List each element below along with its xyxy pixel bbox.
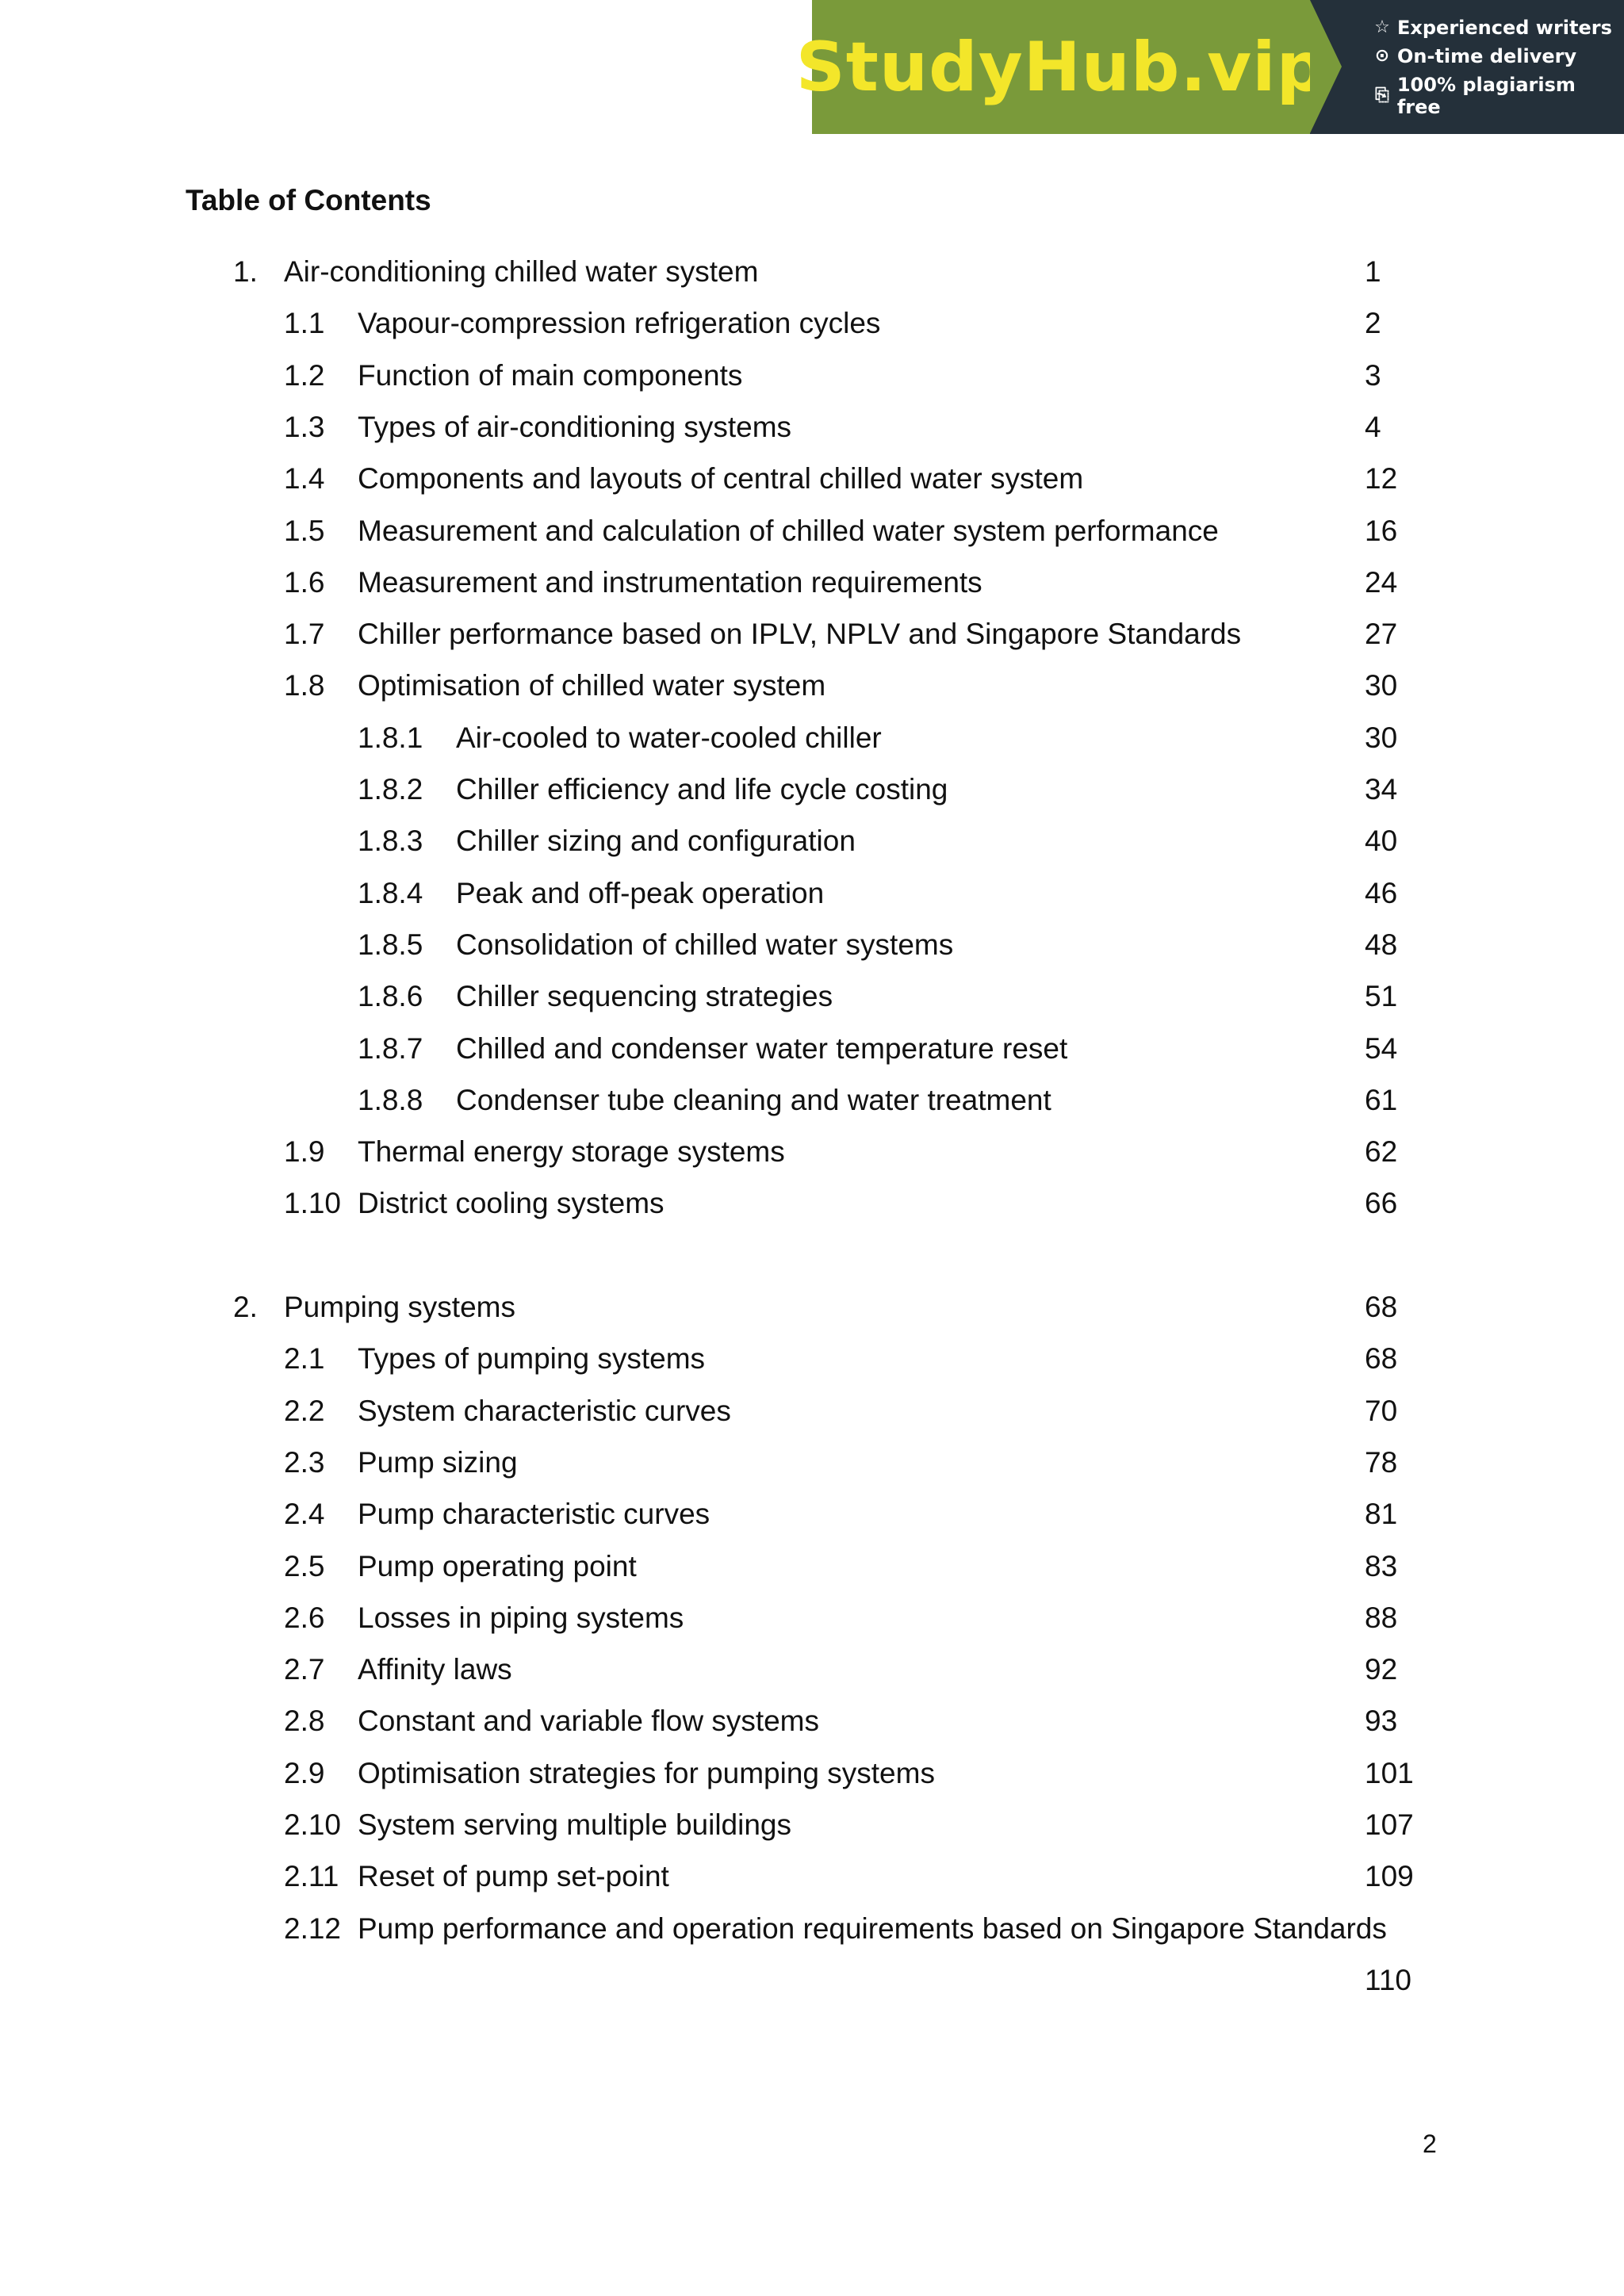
toc-entry-page: 27: [1365, 618, 1398, 651]
toc-entry-title: Affinity laws: [358, 1653, 512, 1686]
toc-entry[interactable]: [0, 1701, 1624, 1741]
toc-entry-number: 2.9: [284, 1756, 325, 1789]
toc-entry[interactable]: [0, 821, 1624, 861]
star-icon: ☆: [1374, 17, 1390, 37]
toc-entry-number: 1.8.7: [358, 1031, 423, 1065]
toc-entry-page: 83: [1365, 1549, 1398, 1582]
toc-entry-page: 3: [1365, 358, 1381, 392]
toc-entry[interactable]: [0, 1339, 1624, 1379]
toc-entry-page: 30: [1365, 721, 1398, 754]
toc-entry[interactable]: [0, 1184, 1624, 1223]
page-number: 2: [1423, 2130, 1437, 2158]
toc-entry[interactable]: [0, 563, 1624, 603]
feature-label: On-time delivery: [1397, 44, 1577, 67]
toc-entry-number: 2.10: [284, 1808, 342, 1841]
toc-entry-page: 68: [1365, 1291, 1398, 1323]
toc-entry-title: Pump operating point: [358, 1549, 637, 1582]
toc-entry-page: 1: [1365, 255, 1381, 288]
toc-entry-number: 2.4: [284, 1498, 325, 1531]
toc-entry-number: 1.8.3: [358, 825, 423, 858]
toc-entry-page: 24: [1365, 565, 1398, 599]
toc-entry-number: 1.: [233, 255, 258, 288]
toc-entry-page: 107: [1365, 1808, 1414, 1841]
toc-entry-title: Thermal energy storage systems: [358, 1135, 785, 1169]
toc-entry-number: 1.8.1: [358, 721, 423, 754]
toc-entry[interactable]: [0, 1598, 1624, 1638]
toc-entry-page: 34: [1365, 773, 1398, 806]
copy-icon: ⎘: [1375, 86, 1389, 105]
toc-entry[interactable]: [0, 1443, 1624, 1483]
toc-entry-title: Losses in piping systems: [358, 1601, 684, 1634]
toc-entry[interactable]: [0, 1650, 1624, 1689]
toc-entry-number: 1.8.4: [358, 876, 423, 909]
toc-entry[interactable]: [0, 1494, 1624, 1534]
toc-entry-page: 78: [1365, 1445, 1398, 1479]
toc-entry-page: 109: [1365, 1860, 1414, 1893]
toc-entry-title: Air-cooled to water-cooled chiller: [456, 721, 882, 754]
toc-entry-title: Chilled and condenser water temperature reset: [456, 1031, 1068, 1065]
toc-entry-title: Air-conditioning chilled water system: [284, 255, 759, 288]
toc-entry-title: Measurement and calculation of chilled water system performance: [358, 514, 1219, 547]
clock-icon: ⊙: [1374, 46, 1390, 66]
toc-entry-page: 12: [1365, 462, 1398, 496]
toc-entry-number: 1.2: [284, 358, 325, 392]
toc-entry-title: Pump sizing: [358, 1445, 518, 1479]
toc-entry-title: District cooling systems: [358, 1187, 665, 1220]
feature-item: [1373, 74, 1624, 118]
toc-entry-title: Pump performance and operation requirements based on Singapore Standards: [358, 1911, 1387, 1945]
feature-label: Experienced writers: [1397, 16, 1612, 39]
toc-entry-title: Types of pumping systems: [358, 1342, 706, 1376]
toc-entry-number: 1.9: [284, 1135, 325, 1169]
toc-entry[interactable]: [0, 511, 1624, 551]
toc-entry[interactable]: [0, 459, 1624, 499]
toc-entry-number: 2.: [233, 1291, 258, 1323]
toc-entry[interactable]: [0, 1547, 1624, 1586]
toc-entry[interactable]: [0, 408, 1624, 447]
feature-item: [1373, 45, 1624, 67]
toc-entry-title: Vapour-compression refrigeration cycles: [358, 307, 881, 340]
toc-entry-number: 1.3: [284, 410, 325, 443]
toc-entry-page: 68: [1365, 1342, 1398, 1376]
toc-entry[interactable]: [0, 356, 1624, 396]
toc-entry[interactable]: [0, 925, 1624, 965]
toc-entry-number: 1.8: [284, 669, 325, 702]
toc-entry-page: 93: [1365, 1705, 1398, 1738]
toc-entry-title: Constant and variable flow systems: [358, 1705, 819, 1738]
toc-entry-page: 54: [1365, 1031, 1398, 1065]
toc-entry-number: 1.5: [284, 514, 325, 547]
toc-entry[interactable]: [0, 1029, 1624, 1069]
toc-entry[interactable]: [0, 1391, 1624, 1431]
toc-entry-number: 2.6: [284, 1601, 325, 1634]
toc-entry-number: 2.8: [284, 1705, 325, 1738]
toc-entry-page: 92: [1365, 1653, 1398, 1686]
toc-entry[interactable]: [0, 1909, 1624, 1996]
toc-entry-number: 1.8.8: [358, 1083, 423, 1116]
toc-entry-page: 61: [1365, 1083, 1398, 1116]
toc-entry-number: 2.12: [284, 1911, 342, 1945]
toc-entry-page: 81: [1365, 1498, 1398, 1531]
toc-entry-page: 48: [1365, 928, 1398, 961]
toc-entry-title: Chiller efficiency and life cycle costing: [456, 773, 948, 806]
toc-entry-title: Reset of pump set-point: [358, 1860, 669, 1893]
toc-entry-number: 2.7: [284, 1653, 325, 1686]
toc-entry-number: 2.5: [284, 1549, 325, 1582]
feature-label: 100% plagiarism free: [1396, 73, 1576, 118]
toc-entry-page: 40: [1365, 825, 1398, 858]
toc-entry[interactable]: [0, 718, 1624, 758]
toc-entry[interactable]: [0, 1805, 1624, 1845]
toc-entry-title: Pumping systems: [284, 1291, 515, 1323]
promo-banner[interactable]: [795, 0, 1624, 134]
toc-entry-number: 1.8.5: [358, 928, 423, 961]
toc-entry-title: Function of main components: [358, 358, 743, 392]
toc-entry-number: 1.1: [284, 307, 325, 340]
toc-entry-page: 110: [1365, 1963, 1411, 1996]
toc-entry-title: Condenser tube cleaning and water treatment: [456, 1083, 1051, 1116]
toc-entry-title: Chiller sizing and configuration: [456, 825, 856, 858]
toc-entry-number: 1.4: [284, 462, 325, 496]
toc-entry[interactable]: [0, 1081, 1624, 1120]
toc-entry[interactable]: [0, 770, 1624, 809]
toc-entry[interactable]: [0, 1754, 1624, 1793]
toc-entry-number: 2.11: [284, 1860, 339, 1893]
toc-entry-title: Measurement and instrumentation requirements: [358, 565, 982, 599]
toc-entry-page: 46: [1365, 876, 1398, 909]
toc-entry-number: 1.7: [284, 618, 325, 651]
toc-entry-title: Chiller performance based on IPLV, NPLV and Singapore Standards: [358, 618, 1242, 651]
toc-entry-page: 66: [1365, 1187, 1398, 1220]
toc-entry-page: 101: [1365, 1756, 1414, 1789]
toc-entry-page: 51: [1365, 980, 1398, 1013]
toc-entry-title: Pump characteristic curves: [358, 1498, 710, 1531]
toc-entry[interactable]: [0, 666, 1624, 706]
toc-entry-number: 2.3: [284, 1445, 325, 1479]
toc-entry[interactable]: [0, 977, 1624, 1016]
toc-entry-title: System serving multiple buildings: [358, 1808, 792, 1841]
toc-entry-title: Chiller sequencing strategies: [456, 980, 833, 1013]
toc-entry-number: 2.2: [284, 1394, 325, 1427]
toc-entry[interactable]: [0, 874, 1624, 913]
toc-entry-page: 2: [1365, 307, 1381, 340]
feature-list: [1310, 0, 1624, 134]
brand-name: StudyHub.vip: [795, 27, 1327, 107]
toc-entry[interactable]: [0, 304, 1624, 343]
toc-entry[interactable]: [0, 614, 1624, 654]
toc-entry[interactable]: [0, 1857, 1624, 1896]
toc-title: Table of Contents: [186, 184, 431, 216]
toc-entry-title: Consolidation of chilled water systems: [456, 928, 954, 961]
toc-entry-title: Types of air-conditioning systems: [358, 410, 792, 443]
toc-entry-number: 1.10: [284, 1187, 342, 1220]
toc-entry-number: 2.1: [284, 1342, 325, 1376]
toc-entry-title: Components and layouts of central chilled water system: [358, 462, 1084, 496]
toc-entry-title: System characteristic curves: [358, 1394, 731, 1427]
toc-entry-page: 70: [1365, 1394, 1398, 1427]
toc-entry[interactable]: [0, 252, 1624, 292]
toc-entry[interactable]: [0, 1132, 1624, 1172]
toc-entry-number: 1.6: [284, 565, 325, 599]
toc-entry-number: 1.8.2: [358, 773, 423, 806]
toc-entry-page: 88: [1365, 1601, 1398, 1634]
toc-entry-page: 16: [1365, 514, 1398, 547]
toc-entry-page: 62: [1365, 1135, 1398, 1169]
toc-entry[interactable]: [0, 1288, 1624, 1327]
toc-entry-title: Peak and off-peak operation: [456, 876, 825, 909]
toc-entry-number: 1.8.6: [358, 980, 423, 1013]
toc-entry-title: Optimisation of chilled water system: [358, 669, 826, 702]
toc-entry-page: 4: [1365, 410, 1381, 443]
toc-entry-page: 30: [1365, 669, 1398, 702]
toc-entry-title: Optimisation strategies for pumping systems: [358, 1756, 935, 1789]
feature-item: [1373, 17, 1624, 39]
brand-logo[interactable]: [795, 0, 1327, 134]
